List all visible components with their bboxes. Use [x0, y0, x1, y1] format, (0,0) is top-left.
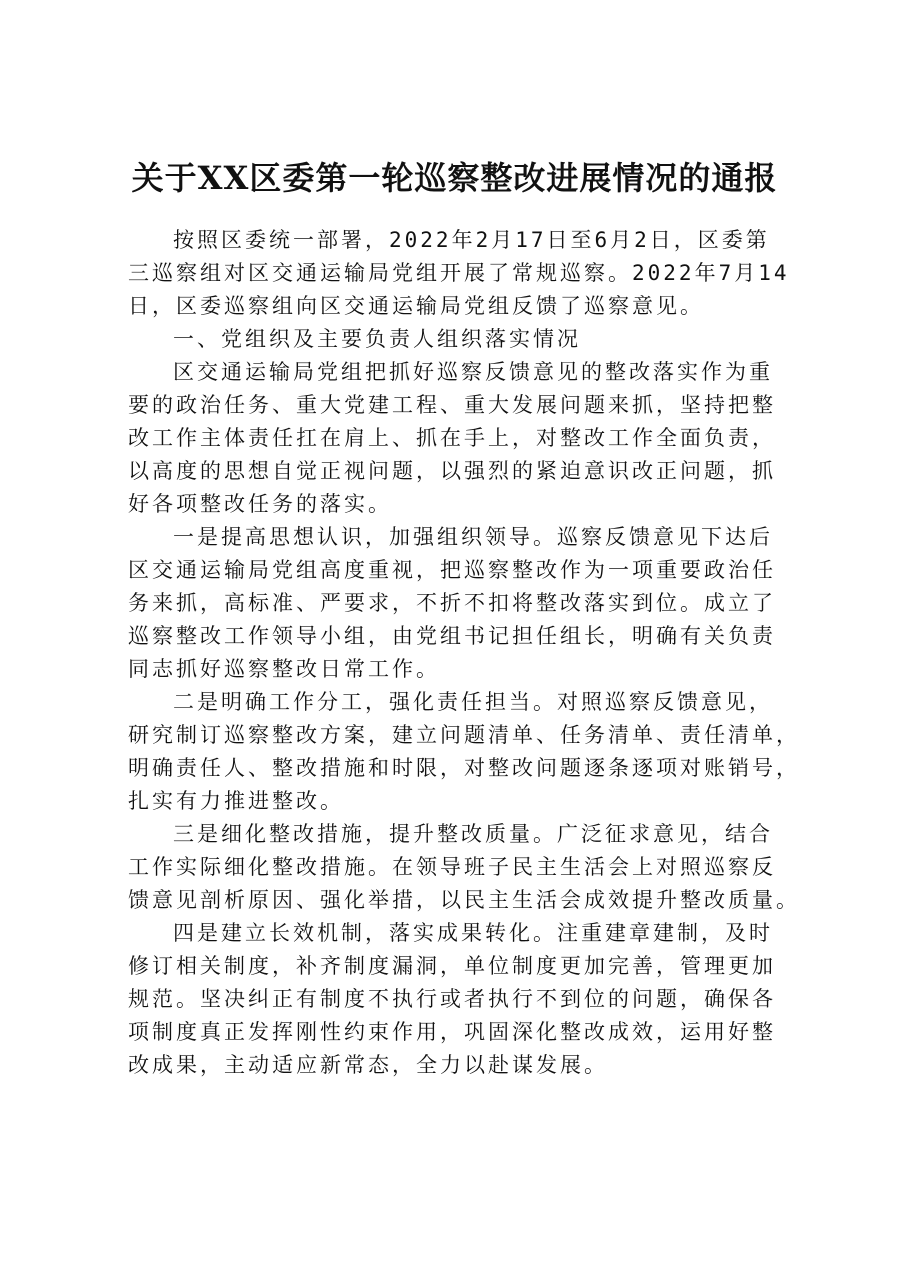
text-line: 扎实有力推进整改。: [128, 789, 344, 813]
paragraph: [128, 356, 802, 521]
document-title: 关于XX区委第一轮巡察整改进展情况的通报: [131, 159, 778, 197]
document-body: [128, 224, 802, 1082]
text-line: 一是提高思想认识，加强组织领导。巡察反馈意见下达后: [173, 525, 773, 549]
text-line: 改工作主体责任扛在肩上、抓在手上，对整改工作全面负责，: [128, 426, 776, 450]
text-line: 项制度真正发挥刚性约束作用，巩固深化整改成效，运用好整: [128, 1020, 776, 1044]
text-line: 要的政治任务、重大党建工程、重大发展问题来抓，坚持把整: [128, 393, 776, 417]
text-line: 研究制订巡察整改方案，建立问题清单、任务清单、责任清单，: [128, 723, 800, 747]
text-line: 明确责任人、整改措施和时限，对整改问题逐条逐项对账销号，: [128, 756, 800, 780]
paragraph: [128, 224, 802, 323]
text-line: 日，区委巡察组向区交通运输局党组反馈了巡察意见。: [128, 294, 704, 318]
text-line: 三巡察组对区交通运输局党组开展了常规巡察。2022年7月14: [128, 261, 790, 285]
text-line: 三是细化整改措施，提升整改质量。广泛征求意见，结合: [173, 822, 773, 846]
text-line: 巡察整改工作领导小组，由党组书记担任组长，明确有关负责: [128, 624, 776, 648]
paragraph: [128, 323, 802, 356]
paragraph: [128, 818, 802, 917]
text-line: 以高度的思想自觉正视问题，以强烈的紧迫意识改正问题，抓: [128, 459, 776, 483]
text-line: 按照区委统一部署，2022年2月17日至6月2日，区委第: [173, 228, 770, 252]
text-line: 馈意见剖析原因、强化举措，以民主生活会成效提升整改质量。: [128, 888, 800, 912]
paragraph: [128, 686, 802, 818]
text-line: 规范。坚决纠正有制度不执行或者执行不到位的问题，确保各: [128, 987, 776, 1011]
text-line: 修订相关制度，补齐制度漏洞，单位制度更加完善，管理更加: [128, 954, 776, 978]
text-line: 工作实际细化整改措施。在领导班子民主生活会上对照巡察反: [128, 855, 776, 879]
text-line: 同志抓好巡察整改日常工作。: [128, 657, 440, 681]
paragraph: [128, 917, 802, 1082]
text-line: 好各项整改任务的落实。: [128, 492, 392, 516]
text-line: 区交通运输局党组把抓好巡察反馈意见的整改落实作为重: [173, 360, 773, 384]
text-line: 一、党组织及主要负责人组织落实情况: [173, 327, 581, 351]
text-line: 区交通运输局党组高度重视，把巡察整改作为一项重要政治任: [128, 558, 776, 582]
text-line: 二是明确工作分工，强化责任担当。对照巡察反馈意见，: [173, 690, 773, 714]
text-line: 改成果，主动适应新常态，全力以赴谋发展。: [128, 1053, 608, 1077]
paragraph: [128, 521, 802, 686]
text-line: 四是建立长效机制，落实成果转化。注重建章建制，及时: [173, 921, 773, 945]
text-line: 务来抓，高标准、严要求，不折不扣将整改落实到位。成立了: [128, 591, 776, 615]
